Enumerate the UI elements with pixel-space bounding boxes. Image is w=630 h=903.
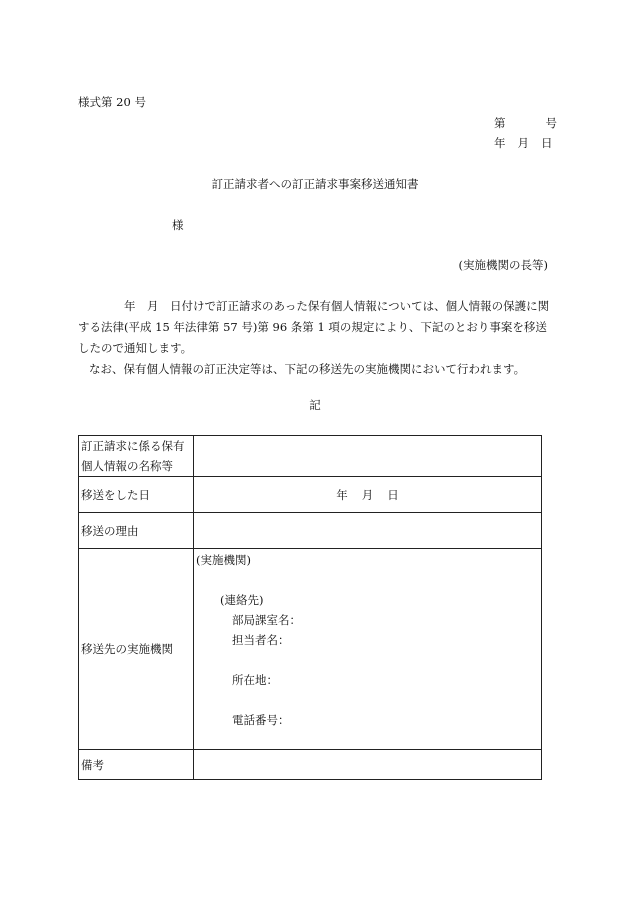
doc-date-month: 月 (517, 136, 529, 150)
document-title: 訂正請求者への訂正請求事案移送通知書 (211, 177, 419, 191)
document-date (494, 138, 553, 150)
label-remarks: 備考 (79, 750, 194, 780)
table-row (79, 549, 542, 750)
value-transfer-date (194, 477, 542, 513)
transfer-date-year: 年 (336, 487, 348, 502)
dest-contact: (連絡先) (220, 593, 264, 607)
dest-person: 担当者名： (232, 633, 290, 647)
dest-agency: (実施機関) (196, 553, 251, 567)
value-info-name (194, 436, 542, 477)
label-transfer-reason: 移送の理由 (79, 513, 194, 549)
doc-number-dai: 第 (494, 116, 506, 130)
form-number: 様式第 20 号 (78, 95, 146, 109)
body-paragraph-1: 年 月 日付けで訂正請求のあった保有個人情報については、個人情報の保護に関する法律(平成 15 年法律第 57 号)第 96 条第 1 項の規定により、下記のとおり事案を移送したので通知します。 (78, 299, 550, 355)
ki-heading: 記 (309, 398, 321, 412)
record-table (78, 435, 542, 780)
transfer-date-day: 日 (387, 487, 399, 502)
dest-address: 所在地： (232, 673, 278, 687)
table-row (79, 477, 542, 513)
body-text (78, 296, 552, 380)
label-destination: 移送先の実施機関 (79, 549, 194, 750)
doc-date-day: 日 (541, 136, 553, 150)
doc-number-go: 号 (545, 116, 557, 130)
value-transfer-reason (194, 513, 542, 549)
value-destination (194, 549, 542, 750)
label-info-name: 訂正請求に係る保有個人情報の名称等 (79, 436, 194, 477)
addressee: 様 (172, 218, 184, 232)
document-number (494, 118, 557, 130)
label-transfer-date: 移送をした日 (79, 477, 194, 513)
doc-date-year: 年 (494, 136, 506, 150)
body-paragraph-2: なお、保有個人情報の訂正決定等は、下記の移送先の実施機関において行われます。 (89, 362, 526, 376)
dest-dept: 部局課室名： (232, 613, 301, 627)
dest-phone: 電話番号： (232, 713, 290, 727)
value-remarks (194, 750, 542, 780)
transfer-date-month: 月 (361, 487, 374, 502)
table-row (79, 436, 542, 477)
table-row (79, 513, 542, 549)
table-row (79, 750, 542, 780)
sender: (実施機関の長等) (458, 258, 548, 272)
